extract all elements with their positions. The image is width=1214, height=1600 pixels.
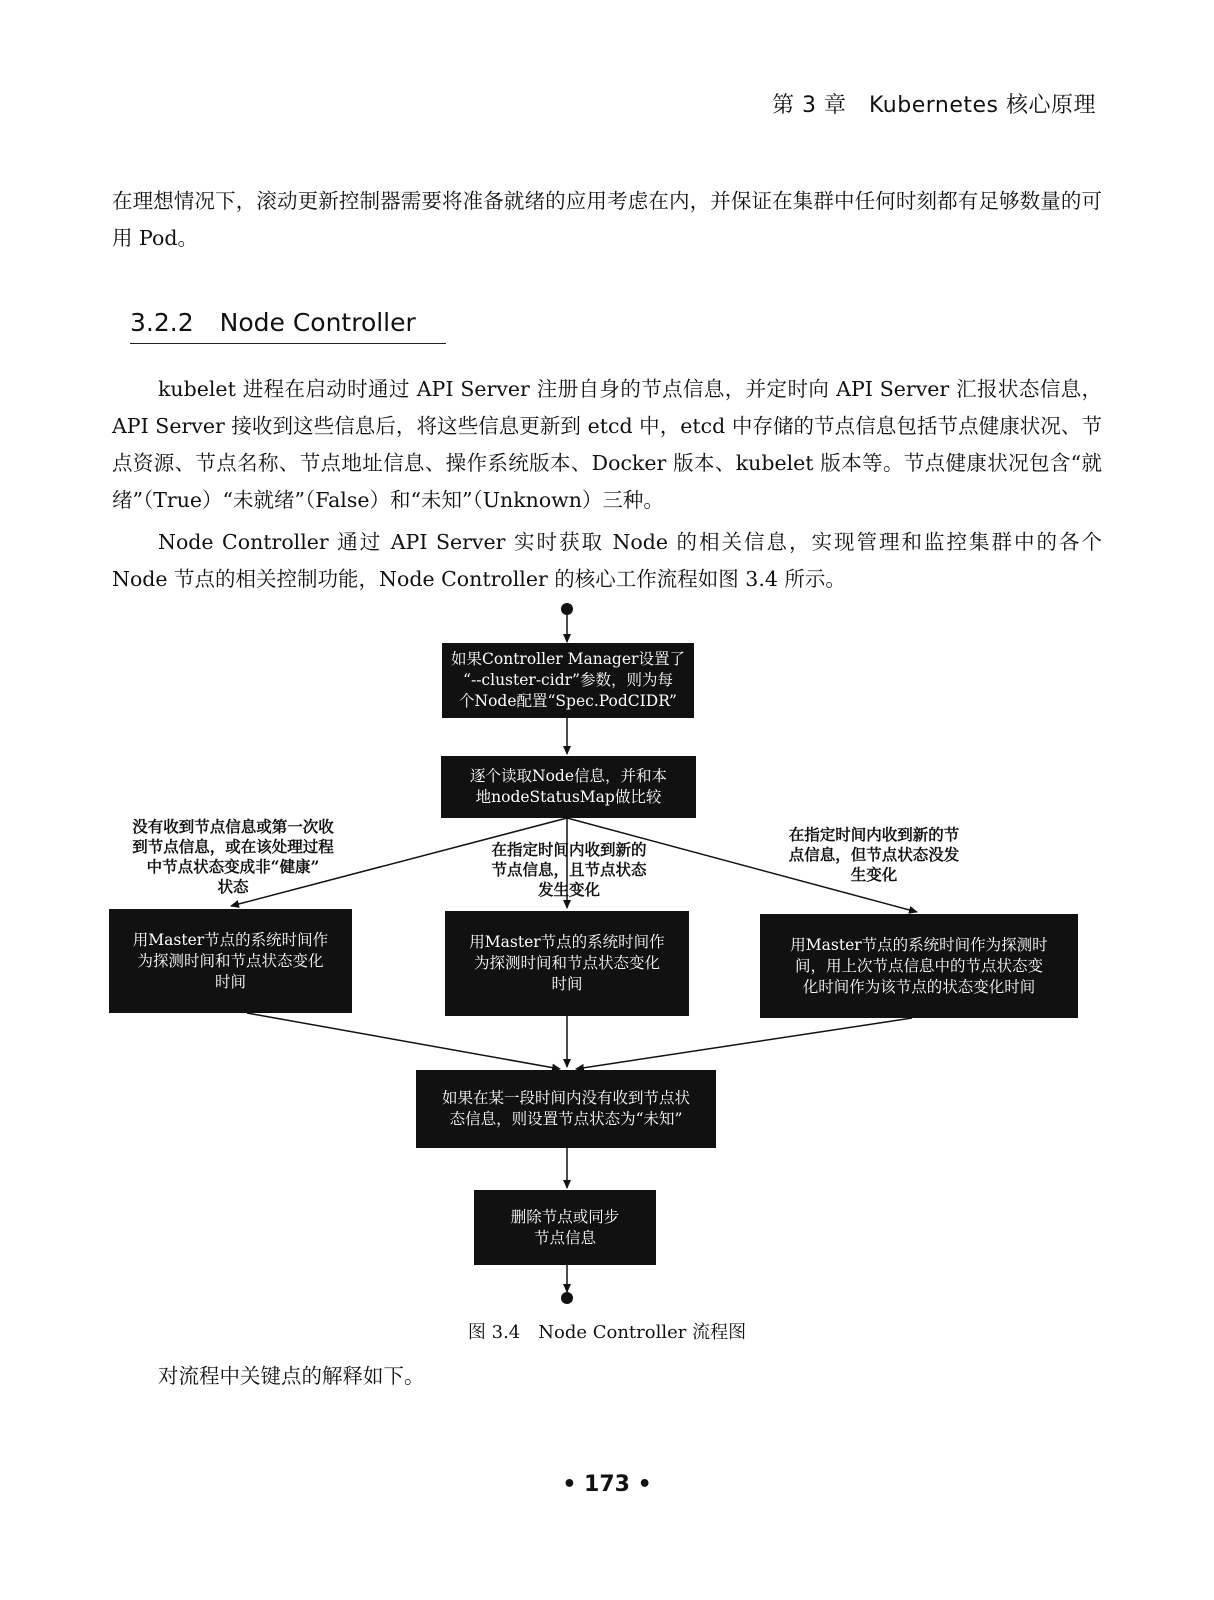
paragraph-4: 对流程中关键点的解释如下。 xyxy=(158,1364,425,1388)
flow-box-delete-or-sync: 删除节点或同步 节点信息 xyxy=(474,1190,656,1265)
flow-box-left-branch: 用Master节点的系统时间作 为探测时间和节点状态变化 时间 xyxy=(109,909,352,1013)
section-title: Node Controller xyxy=(219,308,416,337)
figure-caption-text: Node Controller 流程图 xyxy=(538,1322,747,1343)
figure-number: 图 3.4 xyxy=(467,1322,521,1343)
branch-label-left: 没有收到节点信息或第一次收 到节点信息，或在该处理过程 中节点状态变成非“健康” 状态 xyxy=(132,817,334,896)
figure-caption xyxy=(0,1318,1214,1344)
paragraph-3: Node Controller 通过 API Server 实时获取 Node 的相关信息，实现管理和监控集群中的各个 Node 节点的相关控制功能，Node Controller 的核心工作流程如图 3.4 所示。 xyxy=(112,530,1102,591)
flow-box-set-unknown: 如果在某一段时间内没有收到节点状 态信息，则设置节点状态为“未知” xyxy=(416,1070,716,1148)
edge-b5-b6 xyxy=(576,1018,912,1069)
page-number: • 173 • xyxy=(562,1472,652,1497)
start-node xyxy=(561,603,573,615)
flow-box-middle-branch: 用Master节点的系统时间作 为探测时间和节点状态变化 时间 xyxy=(445,911,689,1016)
running-header: 第 3 章 Kubernetes 核心原理 xyxy=(771,93,1096,118)
section-number: 3.2.2 xyxy=(130,308,194,337)
paragraph-2: kubelet 进程在启动时通过 API Server 注册自身的节点信息，并定时向 API Server 汇报状态信息，API Server 接收到这些信息后，将这些信息更新到 etcd 中，etcd 中存储的节点信息包括节点健康状况、节点资源、节点名称、节点地址信息、操作系统版本、Docker 版本、kubelet 版本等。节点健康状况包含“就绪”（True）“未就绪”（False）和“未知”（Unknown）三种。 xyxy=(112,377,1102,512)
edge-b3-b6 xyxy=(247,1013,560,1069)
flow-box-read-node-info: 逐个读取Node信息，并和本 地nodeStatusMap做比较 xyxy=(441,756,696,818)
flow-box-configure-podcidr: 如果Controller Manager设置了 “--cluster-cidr”参数，则为每 个Node配置“Spec.PodCIDR” xyxy=(442,643,694,718)
flow-box-right-branch: 用Master节点的系统时间作为探测时 间，用上次节点信息中的节点状态变 化时间作为该节点的状态变化时间 xyxy=(760,914,1078,1018)
paragraph-1: 在理想情况下，滚动更新控制器需要将准备就绪的应用考虑在内，并保证在集群中任何时刻都有足够数量的可用 Pod。 xyxy=(112,189,1102,250)
branch-label-right: 在指定时间内收到新的节 点信息，但节点状态没发 生变化 xyxy=(788,825,960,884)
branch-label-middle: 在指定时间内收到新的 节点信息，且节点状态 发生变化 xyxy=(491,840,647,899)
end-node xyxy=(561,1292,573,1304)
